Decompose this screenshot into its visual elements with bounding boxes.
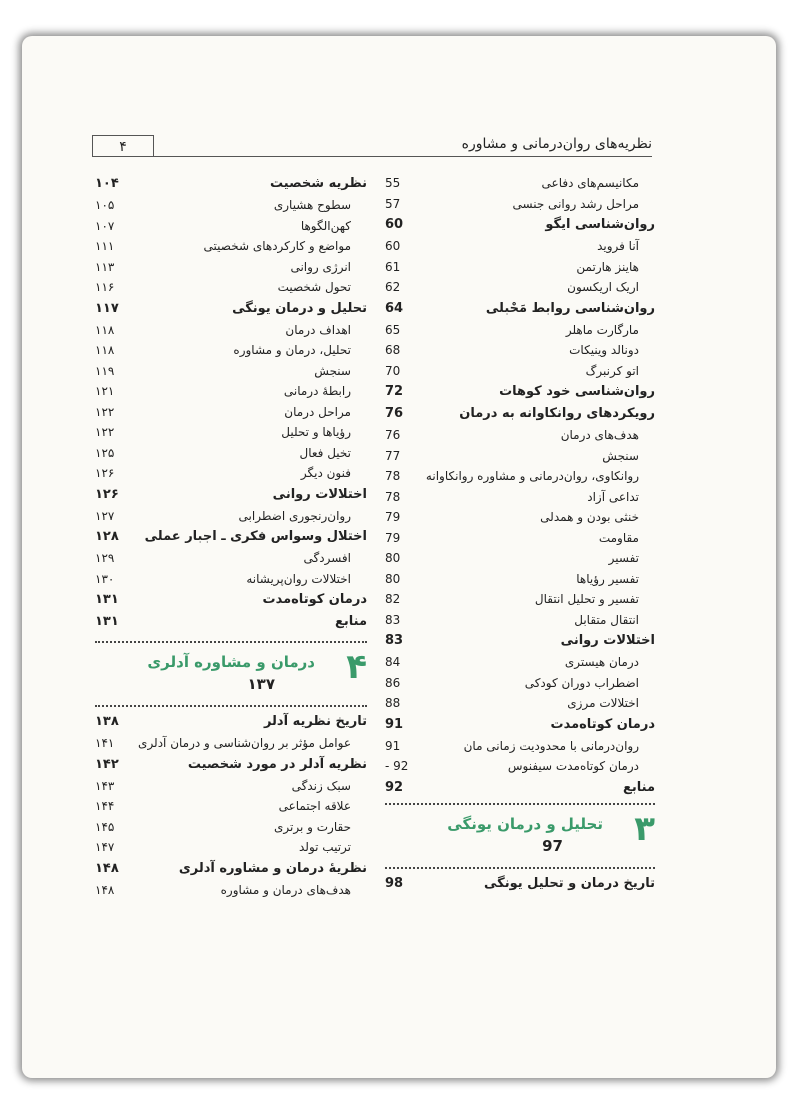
toc-entry-title: سطوح هشیاری <box>273 198 351 212</box>
toc-entry-title: مراحل رشد روانی جنسی <box>512 196 639 211</box>
toc-entry-page: 62 <box>385 280 401 294</box>
toc-entry-page: ۱۰۴ <box>95 176 119 191</box>
toc-entry <box>95 195 367 216</box>
toc-entry-page: - 92 <box>385 759 409 773</box>
toc-entry-title: کهن‌الگوها <box>300 218 351 233</box>
running-head: نظریه‌های روان‌درمانی و مشاوره <box>461 136 652 152</box>
toc-entry-page: ۱۳۰ <box>95 571 115 586</box>
toc-entry <box>95 340 367 361</box>
toc-entry-page: ۱۳۱ <box>95 592 119 607</box>
toc-entry-title: اختلالات روانی <box>560 633 655 648</box>
toc-entry-page: ۱۴۷ <box>95 840 115 854</box>
chapter-page: 97 <box>542 836 563 855</box>
toc-entry <box>385 173 655 194</box>
toc-entry <box>385 194 655 215</box>
toc-entry-title: تحلیل، درمان و مشاوره <box>233 343 351 357</box>
toc-entry-title: آنا فروید <box>597 239 639 253</box>
toc-entry-title: رویکردهای روانکاوانه به درمان <box>459 406 655 421</box>
toc-entry-page: ۱۱۳ <box>95 259 115 274</box>
toc-entry <box>385 652 655 673</box>
toc-entry <box>385 756 655 777</box>
toc-entry-page: ۱۴۸ <box>95 882 115 897</box>
toc-column-right <box>95 173 367 900</box>
dotted-divider <box>385 803 655 805</box>
toc-entry-page: ۱۳۸ <box>95 714 119 729</box>
toc-entry-title: سنجش <box>602 448 639 463</box>
toc-entry-title: درمان کوتاه‌مدت <box>262 592 367 607</box>
toc-entry-page: ۱۲۲ <box>95 404 115 419</box>
toc-entry-title: انرژی روانی <box>290 259 351 274</box>
toc-entry <box>385 736 655 757</box>
toc-entry-page: 64 <box>385 300 404 316</box>
toc-section-heading <box>385 403 655 425</box>
toc-entry-page: 83 <box>385 633 404 648</box>
toc-entry-title: هاینز هارتمن <box>576 259 639 274</box>
toc-entry-page: 68 <box>385 343 401 357</box>
toc-entry-page: ۱۲۸ <box>95 529 119 544</box>
toc-entry <box>95 796 367 817</box>
toc-section-heading <box>95 754 367 776</box>
toc-entry-title: ترتیب تولد <box>298 840 351 854</box>
toc-section-heading <box>95 711 367 733</box>
toc-entry <box>95 548 367 569</box>
toc-entry <box>95 817 367 838</box>
toc-entry-title: روان‌شناسی خود کوهات <box>499 384 655 399</box>
toc-entry <box>385 277 655 298</box>
toc-entry-page: ۱۱۸ <box>95 343 115 357</box>
toc-entry-page: 61 <box>385 259 401 274</box>
toc-entry-page: 72 <box>385 384 404 399</box>
toc-section-heading <box>385 214 655 236</box>
toc-entry <box>385 361 655 382</box>
toc-entry-page: 91 <box>385 716 404 732</box>
toc-entry-title: اریک اریکسون <box>567 280 639 294</box>
toc-entry-title: سبک زندگی <box>291 778 351 793</box>
toc-entry <box>385 610 655 631</box>
toc-entry-title: درمان هیستری <box>564 655 639 669</box>
toc-entry-title: تفسیر رؤیاها <box>576 571 639 586</box>
toc-entry-title: تفسیر و تحلیل انتقال <box>534 592 639 606</box>
toc-entry <box>95 569 367 590</box>
toc-entry-title: خنثی بودن و همدلی <box>540 510 639 524</box>
toc-entry-page: ۱۲۱ <box>95 384 115 398</box>
toc-entry-title: روانکاوی، روان‌درمانی و مشاوره روانکاوانه <box>425 469 639 483</box>
toc-entry-page: 79 <box>385 510 401 524</box>
toc-entry-page: ۱۰۵ <box>95 198 115 212</box>
toc-entry-page: ۱۴۴ <box>95 799 115 813</box>
toc-section-heading <box>95 589 367 611</box>
toc-entry <box>95 216 367 237</box>
toc-entry-page: 83 <box>385 612 401 627</box>
toc-section-heading <box>385 630 655 652</box>
toc-entry-title: تداعی آزاد <box>587 489 639 504</box>
chapter-page: ۱۳۷ <box>247 675 275 693</box>
toc-entry-title: هدف‌های درمان <box>560 428 639 442</box>
toc-entry-title: روان‌درمانی با محدودیت زمانی مان <box>463 738 639 753</box>
toc-entry-title: مقاومت <box>598 530 639 545</box>
toc-entry-page: ۱۴۲ <box>95 756 119 772</box>
toc-entry-title: درمان کوتاه‌مدت سیفنوس <box>507 759 639 773</box>
toc-entry-title: روان‌شناسی روابط مَحْبلی <box>485 300 655 316</box>
toc-entry <box>385 466 655 487</box>
toc-entry-title: افسردگی <box>303 551 351 565</box>
toc-entry-page: ۱۲۷ <box>95 508 115 523</box>
toc-entry <box>385 528 655 549</box>
toc-entry-page: ۱۴۸ <box>95 860 119 876</box>
toc-entry-page: ۱۲۶ <box>95 466 115 480</box>
toc-entry-page: ۱۴۱ <box>95 736 115 750</box>
toc-entry-page: ۱۲۶ <box>95 486 119 502</box>
toc-section-heading <box>95 298 367 320</box>
toc-entry-title: روان‌شناسی ایگو <box>545 217 655 232</box>
toc-section-heading <box>385 873 655 895</box>
toc-section-heading <box>385 714 655 736</box>
toc-entry-page: 79 <box>385 530 401 545</box>
toc-section-heading <box>95 173 367 195</box>
toc-entry <box>95 422 367 443</box>
toc-entry-page: 65 <box>385 322 401 337</box>
toc-entry-title: مارگارت ماهلر <box>565 322 639 337</box>
toc-entry-page: 84 <box>385 655 401 669</box>
toc-entry-title: رؤیاها و تحلیل <box>281 425 351 439</box>
toc-entry-title: تحلیل و درمان یونگی <box>232 300 367 316</box>
dotted-divider <box>95 705 367 707</box>
toc-entry-title: درمان کوتاه‌مدت <box>550 716 655 732</box>
header-rule <box>92 156 652 157</box>
toc-entry-title: رابطهٔ درمانی <box>283 384 351 398</box>
dotted-divider <box>385 867 655 869</box>
toc-section-heading <box>95 484 367 506</box>
toc-entry-title: انتقال متقابل <box>574 612 639 627</box>
chapter-heading-4 <box>95 637 367 711</box>
toc-entry-title: تاریخ درمان و تحلیل یونگی <box>484 875 655 891</box>
toc-entry-title: نظریه آدلر در مورد شخصیت <box>187 756 367 772</box>
toc-entry <box>385 487 655 508</box>
toc-entry-title: روان‌رنجوری اضطرابی <box>238 508 351 523</box>
toc-entry-page: ۱۱۸ <box>95 322 115 337</box>
toc-entry-page: 78 <box>385 489 401 504</box>
toc-entry-title: اختلالات مرزی <box>567 696 639 710</box>
toc-entry-page: 91 <box>385 738 401 753</box>
toc-entry-title: تخیل فعال <box>299 445 351 460</box>
page-header <box>92 135 652 157</box>
toc-entry-page: ۱۴۳ <box>95 778 115 793</box>
toc-entry-title: منابع <box>335 614 367 629</box>
toc-entry <box>95 733 367 754</box>
toc-entry-title: مراحل درمان <box>284 404 351 419</box>
toc-section-heading <box>385 381 655 403</box>
toc-entry-page: ۱۱۱ <box>95 239 115 253</box>
toc-entry-title: اضطراب دوران کودکی <box>524 675 639 690</box>
toc-entry-title: تحول شخصیت <box>277 280 351 294</box>
toc-entry <box>385 446 655 467</box>
toc-entry-title: اختلالات روان‌پریشانه <box>246 571 351 586</box>
toc-entry-title: اهداف درمان <box>285 322 351 337</box>
toc-entry <box>385 693 655 714</box>
toc-entry <box>95 776 367 797</box>
toc-entry <box>95 236 367 257</box>
toc-entry-page: 76 <box>385 406 404 421</box>
toc-entry <box>95 381 367 402</box>
toc-entry-page: 78 <box>385 469 401 483</box>
toc-entry <box>95 402 367 423</box>
toc-entry-page: ۱۱۹ <box>95 363 115 378</box>
toc-entry-page: ۱۱۷ <box>95 300 119 316</box>
toc-entry-title: نظریهٔ درمان و مشاوره آدلری <box>178 860 367 876</box>
toc-entry <box>385 548 655 569</box>
toc-entry-page: ۱۰۷ <box>95 218 115 233</box>
toc-entry <box>95 463 367 484</box>
toc-entry-page: 92 <box>385 779 404 795</box>
toc-column-left <box>385 173 655 895</box>
toc-entry-title: علاقه اجتماعی <box>278 799 351 813</box>
chapter-number: ۴ <box>346 647 367 687</box>
toc-entry-title: اختلال وسواس فکری ـ اجبار عملی <box>144 529 367 544</box>
toc-entry-page: 60 <box>385 239 401 253</box>
toc-entry-page: ۱۴۵ <box>95 819 115 834</box>
toc-entry-title: تاریخ نظریه آدلر <box>263 714 367 729</box>
toc-entries-right-after <box>95 711 367 900</box>
toc-entry-title: فنون دیگر <box>300 466 351 480</box>
toc-entry-title: منابع <box>623 779 655 795</box>
toc-entries-left <box>385 173 655 799</box>
toc-entry <box>95 277 367 298</box>
toc-entry-title: اتو کرنبرگ <box>585 363 639 378</box>
toc-entry-title: دونالد وینیکات <box>569 343 639 357</box>
dotted-divider <box>95 641 367 643</box>
toc-entry <box>385 257 655 278</box>
chapter-title: درمان و مشاوره آدلری <box>147 653 315 671</box>
toc-entry-page: 88 <box>385 696 401 710</box>
toc-entry-page: 55 <box>385 176 401 190</box>
toc-entry-page: 60 <box>385 217 404 232</box>
toc-entry <box>385 236 655 257</box>
toc-entry <box>385 673 655 694</box>
toc-entry-page: 86 <box>385 675 401 690</box>
page-number: ۴ <box>92 135 154 157</box>
toc-entry-page: ۱۲۲ <box>95 425 115 439</box>
toc-entry-title: نظریه شخصیت <box>270 176 367 191</box>
toc-entry <box>95 506 367 527</box>
toc-entry <box>385 320 655 341</box>
toc-entry <box>385 425 655 446</box>
toc-entry-title: مواضع و کارکردهای شخصیتی <box>203 239 351 253</box>
toc-entry-page: 77 <box>385 448 401 463</box>
toc-entry-page: ۱۲۹ <box>95 551 115 565</box>
chapter-title: تحلیل و درمان یونگی <box>447 814 603 833</box>
toc-entry-page: 80 <box>385 551 401 565</box>
toc-entries-left-after <box>385 873 655 895</box>
toc-entry-page: 98 <box>385 875 404 891</box>
toc-entry-page: ۱۲۵ <box>95 445 115 460</box>
toc-entry <box>385 340 655 361</box>
toc-entry <box>95 320 367 341</box>
toc-entry-title: سنجش <box>314 363 351 378</box>
toc-entry <box>385 507 655 528</box>
toc-entry-page: ۱۳۱ <box>95 614 119 629</box>
toc-entry-title: حقارت و برتری <box>274 819 351 834</box>
toc-section-heading <box>95 526 367 548</box>
toc-entry <box>385 589 655 610</box>
toc-entry <box>95 880 367 901</box>
toc-entry-page: 57 <box>385 196 401 211</box>
toc-entry-page: 70 <box>385 363 401 378</box>
toc-entries-right <box>95 173 367 633</box>
toc-entry-title: تفسیر <box>608 551 639 565</box>
toc-entry-title: مکانیسم‌های دفاعی <box>541 176 639 190</box>
toc-section-heading <box>385 777 655 799</box>
toc-entry-page: 82 <box>385 592 401 606</box>
toc-section-heading <box>385 298 655 320</box>
toc-entry <box>95 361 367 382</box>
toc-entry-title: هدف‌های درمان و مشاوره <box>220 882 351 897</box>
toc-entry-page: 80 <box>385 571 401 586</box>
toc-entry-page: 76 <box>385 428 401 442</box>
toc-entry-title: عوامل مؤثر بر روان‌شناسی و درمان آدلری <box>138 736 351 750</box>
toc-entry <box>95 837 367 858</box>
chapter-number: ۳ <box>634 808 655 849</box>
chapter-heading-3 <box>385 799 655 873</box>
toc-entry <box>95 443 367 464</box>
toc-entry <box>385 569 655 590</box>
toc-entry <box>95 257 367 278</box>
toc-section-heading <box>95 611 367 633</box>
toc-entry-title: اختلالات روانی <box>272 486 367 502</box>
toc-section-heading <box>95 858 367 880</box>
toc-entry-page: ۱۱۶ <box>95 280 115 294</box>
